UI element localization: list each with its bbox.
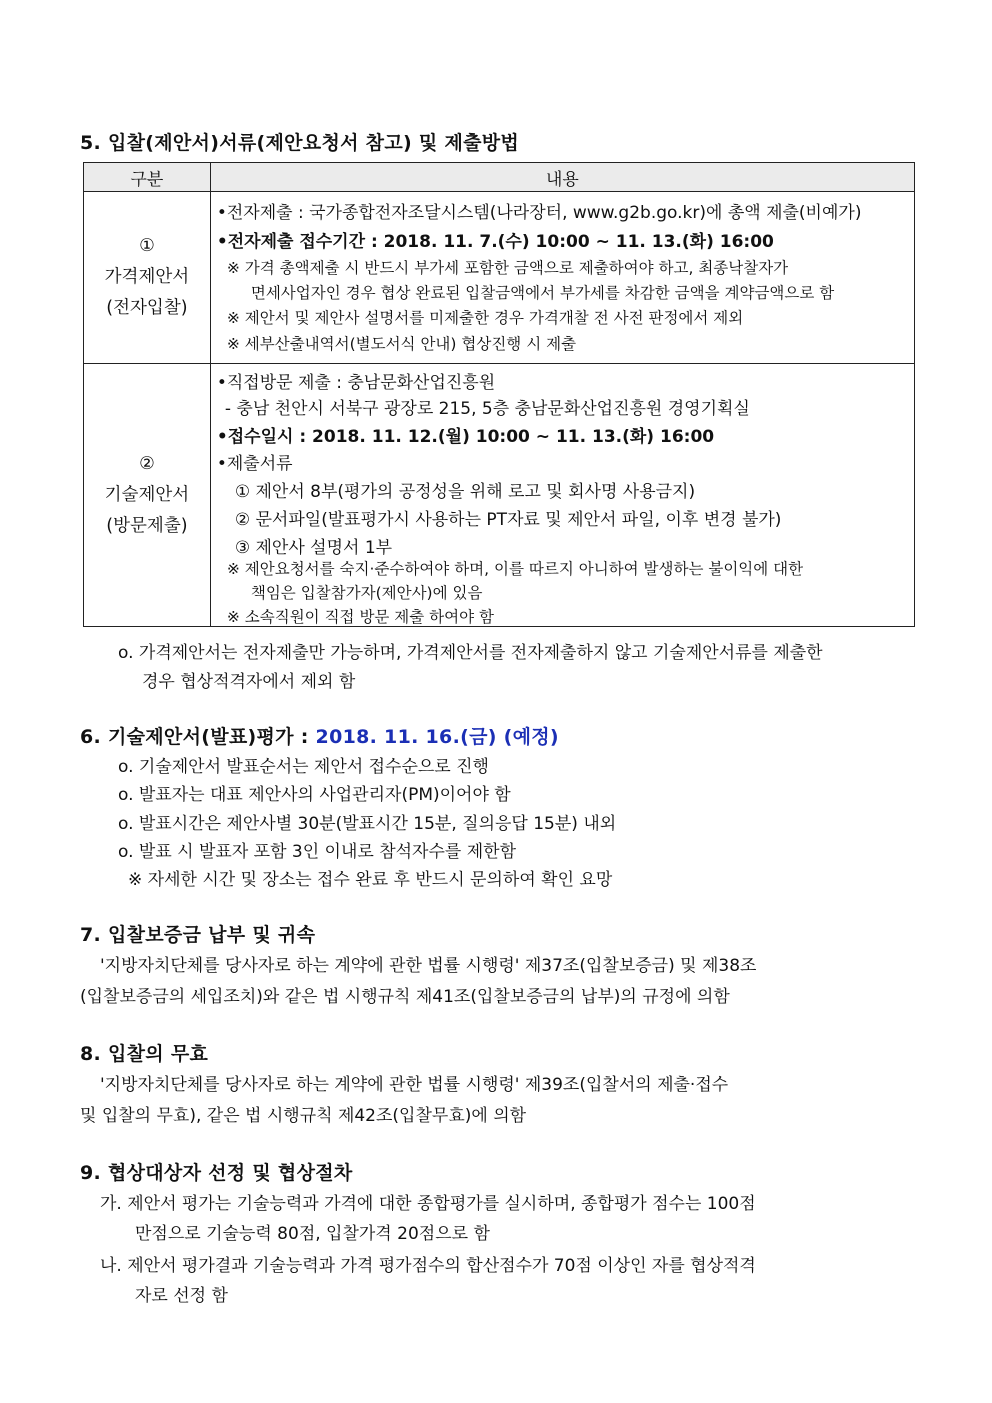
list-item: o. 기술제안서 발표순서는 제안서 접수순으로 진행 bbox=[118, 757, 489, 777]
row-category bbox=[84, 364, 211, 627]
section-9-heading: 9. 협상대상자 선정 및 협상절차 bbox=[80, 1162, 353, 1184]
row-category-subtitle: (방문제출) bbox=[106, 515, 188, 536]
header-category: 구분 bbox=[84, 163, 211, 192]
table-header-row bbox=[84, 163, 915, 192]
list-item-cont: 만점으로 기술능력 80점, 입찰가격 20점으로 함 bbox=[135, 1224, 490, 1244]
section-7-text-cont: (입찰보증금의 세입조치)와 같은 법 시행규칙 제41조(입찰보증금의 납부)의 규정에 의함 bbox=[80, 987, 730, 1007]
content-line: •전자제출 : 국가종합전자조달시스템(나라장터, www.g2b.go.kr)에 총액 제출(비예가) bbox=[216, 203, 862, 223]
row-number: ② bbox=[139, 453, 155, 474]
content-line: ※ 소속직원이 직접 방문 제출 하여야 함 bbox=[226, 608, 495, 626]
list-item: 나. 제안서 평가결과 기술능력과 가격 평가점수의 합산점수가 70점 이상인 자를 협상적격 bbox=[100, 1256, 756, 1276]
content-line: ※ 제안서 및 제안사 설명서를 미제출한 경우 가격개찰 전 사전 판정에서 제외 bbox=[226, 309, 744, 327]
list-item: o. 발표자는 대표 제안사의 사업관리자(PM)이어야 함 bbox=[118, 785, 511, 805]
content-line: 책임은 입찰참가자(제안사)에 있음 bbox=[250, 584, 483, 602]
list-item-cont: 자로 선정 함 bbox=[135, 1286, 228, 1306]
row-category-title: 기술제안서 bbox=[104, 484, 190, 505]
content-line: ② 문서파일(발표평가시 사용하는 PT자료 및 제안서 파일, 이후 변경 불가) bbox=[234, 510, 782, 530]
content-line: ③ 제안사 설명서 1부 bbox=[234, 538, 393, 558]
row-category-subtitle: (전자입찰) bbox=[106, 298, 188, 318]
submission-table bbox=[83, 162, 915, 627]
row-category-title: 가격제안서 bbox=[104, 267, 190, 287]
content-line: •접수일시 : 2018. 11. 12.(월) 10:00 ~ 11. 13.(화) 16:00 bbox=[216, 427, 715, 447]
content-line: ※ 제안요청서를 숙지·준수하여야 하며, 이를 따르지 아니하여 발생하는 불이익에 대한 bbox=[226, 560, 804, 578]
section-6-note: ※ 자세한 시간 및 장소는 접수 완료 후 반드시 문의하여 확인 요망 bbox=[128, 870, 613, 890]
list-item: o. 발표 시 발표자 포함 3인 이내로 참석자수를 제한함 bbox=[118, 842, 516, 862]
content-line: 면세사업자인 경우 협상 완료된 입찰금액에서 부가세를 차감한 금액을 계약금액으로 함 bbox=[250, 284, 835, 302]
content-line: ※ 가격 총액제출 시 반드시 부가세 포함한 금액으로 제출하여야 하고, 최종낙찰자가 bbox=[226, 259, 789, 277]
section-5-note-cont: 경우 협상적격자에서 제외 함 bbox=[142, 672, 356, 692]
section-8-heading: 8. 입찰의 무효 bbox=[80, 1043, 209, 1065]
list-item: 가. 제안서 평가는 기술능력과 가격에 대한 종합평가를 실시하며, 종합평가 점수는 100점 bbox=[100, 1194, 756, 1214]
content-line: - 충남 천안시 서북구 광장로 215, 5층 충남문화산업진흥원 경영기획실 bbox=[224, 399, 750, 419]
section-5-heading: 5. 입찰(제안서)서류(제안요청서 참고) 및 제출방법 bbox=[80, 132, 520, 154]
header-content: 내용 bbox=[210, 163, 914, 192]
section-5-note: o. 가격제안서는 전자제출만 가능하며, 가격제안서를 전자제출하지 않고 기술제안서류를 제출한 bbox=[118, 643, 823, 663]
section-6-date: 2018. 11. 16.(금) (예정) bbox=[315, 726, 559, 748]
content-line: •전자제출 접수기간 : 2018. 11. 7.(수) 10:00 ~ 11. 13.(화) 16:00 bbox=[216, 232, 774, 252]
section-8-text: '지방자치단체를 당사자로 하는 계약에 관한 법률 시행령' 제39조(입찰서의 제출·접수 bbox=[100, 1075, 729, 1095]
section-7-text: '지방자치단체를 당사자로 하는 계약에 관한 법률 시행령' 제37조(입찰보증금) 및 제38조 bbox=[100, 956, 757, 976]
section-7-heading: 7. 입찰보증금 납부 및 귀속 bbox=[80, 924, 316, 946]
content-line: •직접방문 제출 : 충남문화산업진흥원 bbox=[216, 373, 496, 393]
row-number: ① bbox=[139, 236, 155, 256]
section-8-text-cont: 및 입찰의 무효), 같은 법 시행규칙 제42조(입찰무효)에 의함 bbox=[80, 1106, 527, 1126]
row-content bbox=[210, 364, 914, 627]
row-category bbox=[84, 192, 211, 364]
content-line: ① 제안서 8부(평가의 공정성을 위해 로고 및 회사명 사용금지) bbox=[234, 482, 696, 502]
content-line: •제출서류 bbox=[216, 454, 293, 474]
table-row bbox=[84, 192, 915, 364]
list-item: o. 발표시간은 제안사별 30분(발표시간 15분, 질의응답 15분) 내외 bbox=[118, 814, 617, 834]
section-6-heading-text: 6. 기술제안서(발표)평가 : bbox=[80, 726, 316, 748]
content-line: ※ 세부산출내역서(별도서식 안내) 협상진행 시 제출 bbox=[226, 335, 577, 353]
section-6-heading bbox=[80, 722, 559, 749]
table-row bbox=[84, 364, 915, 627]
row-content bbox=[210, 192, 914, 364]
